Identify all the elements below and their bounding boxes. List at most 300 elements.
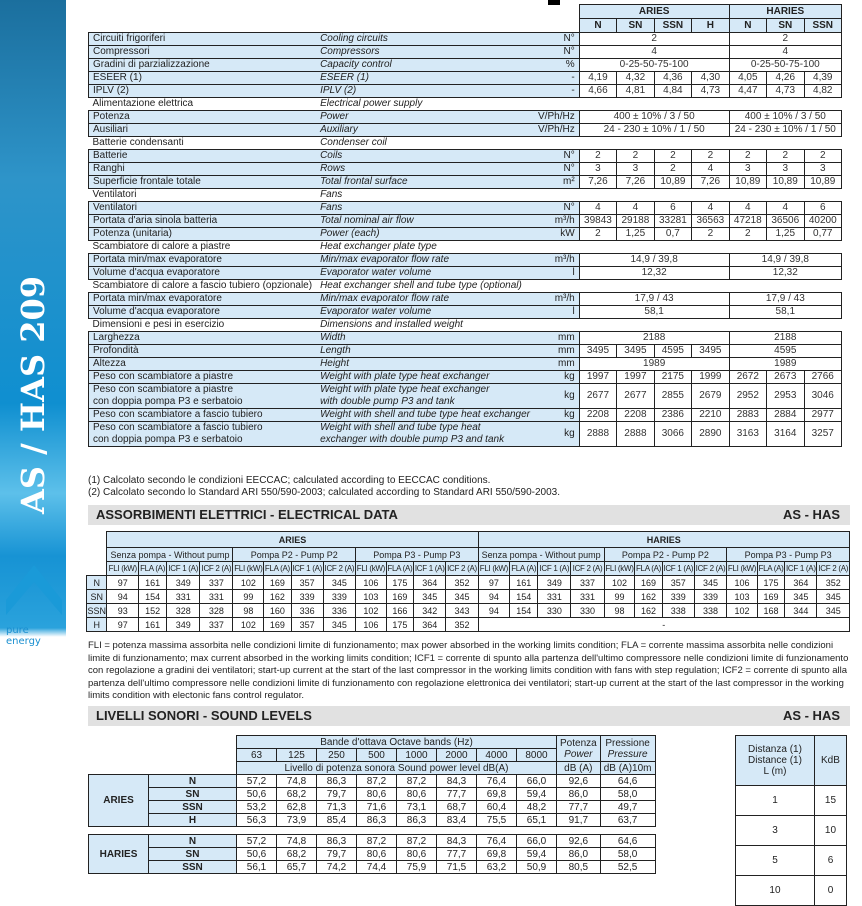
section-row bbox=[89, 137, 842, 150]
value-cell: 71,6 bbox=[357, 801, 397, 814]
value-cell: 52,5 bbox=[600, 861, 655, 874]
unit: m² bbox=[534, 176, 579, 189]
column-header: ICF 2 (A) bbox=[694, 562, 726, 576]
unit: - bbox=[534, 72, 579, 85]
value-cell: 98 bbox=[604, 604, 635, 618]
value-cell: 337 bbox=[200, 618, 233, 632]
value-cell: 77,7 bbox=[437, 788, 477, 801]
label-it: Volume d'acqua evaporatore bbox=[89, 267, 317, 280]
value-cell: 162 bbox=[635, 590, 662, 604]
merged-value: 2 bbox=[729, 33, 841, 46]
label-it: Ventilatori bbox=[89, 202, 317, 215]
footnote-2: (2) Calcolato secondo lo Standard ARI 550/590-2003; calculated according to Standard ARI 550/590-2003. bbox=[88, 487, 560, 498]
value-cell: 2672 bbox=[729, 371, 766, 384]
value-cell: 330 bbox=[538, 604, 571, 618]
section-label-en: Dimensions and installed weight bbox=[316, 319, 841, 332]
value-cell: 4,36 bbox=[654, 72, 691, 85]
label-en: Capacity control bbox=[316, 59, 534, 72]
unit: l bbox=[534, 306, 579, 319]
value-cell: 160 bbox=[264, 604, 291, 618]
value-cell: 40200 bbox=[804, 215, 841, 228]
group-label: HARIES bbox=[89, 835, 149, 874]
value-cell: 344 bbox=[785, 604, 817, 618]
unit: mm bbox=[534, 332, 579, 345]
section-label-it: Ventilatori bbox=[89, 189, 317, 202]
value-cell: 154 bbox=[139, 590, 167, 604]
unit: m³/h bbox=[534, 215, 579, 228]
label-en: Power (each) bbox=[316, 228, 534, 241]
value-cell: 58,0 bbox=[600, 848, 655, 861]
value-cell: 2679 bbox=[692, 384, 729, 409]
unit: V/Ph/Hz bbox=[534, 111, 579, 124]
value-cell: 69,8 bbox=[477, 848, 517, 861]
spec-row bbox=[89, 254, 842, 267]
value-cell: 339 bbox=[662, 590, 694, 604]
value-cell: 74,8 bbox=[277, 835, 317, 848]
chevron-up-logo-icon bbox=[6, 560, 62, 620]
merged-value: 17,9 / 43 bbox=[729, 293, 841, 306]
value-cell: 161 bbox=[139, 618, 167, 632]
value-cell: 2 bbox=[579, 228, 616, 241]
value-cell: 33281 bbox=[654, 215, 691, 228]
section-label-en: Fans bbox=[316, 189, 841, 202]
label-it: Profondità bbox=[89, 345, 317, 358]
label-en: Cooling circuits bbox=[316, 33, 534, 46]
value-cell: 166 bbox=[386, 604, 413, 618]
value-cell: 331 bbox=[167, 590, 200, 604]
value-cell: 48,2 bbox=[517, 801, 557, 814]
kdb-header: KdB bbox=[814, 736, 846, 786]
footnote-1: (1) Calcolato secondo le condizioni EECCAC; calculated according to EECCAC conditions. bbox=[88, 475, 491, 486]
label-it: Ausiliari bbox=[89, 124, 317, 137]
value-cell: 2 bbox=[654, 163, 691, 176]
value-cell: 169 bbox=[264, 576, 291, 590]
value-cell: 10,89 bbox=[729, 176, 766, 189]
spec-row bbox=[89, 228, 842, 241]
value-cell: 39843 bbox=[579, 215, 616, 228]
value-cell: 74,8 bbox=[277, 775, 317, 788]
column-header: ICF 2 (A) bbox=[323, 562, 355, 576]
sound-section-header bbox=[88, 706, 850, 726]
value-cell: 2766 bbox=[804, 371, 841, 384]
value-cell: 345 bbox=[446, 590, 478, 604]
distance-header: Distanza (1) Distance (1) L (m) bbox=[736, 736, 815, 786]
label-en: Compressors bbox=[316, 46, 534, 59]
merged-value: 17,9 / 43 bbox=[579, 293, 729, 306]
column-header: FLI (kW) bbox=[356, 562, 387, 576]
value-cell: 342 bbox=[414, 604, 446, 618]
value-cell: 4 bbox=[617, 202, 654, 215]
value-cell: 345 bbox=[323, 576, 355, 590]
value-cell: 330 bbox=[571, 604, 604, 618]
value-cell: 77,7 bbox=[557, 801, 601, 814]
value-cell: 73,1 bbox=[397, 801, 437, 814]
value-cell: 3046 bbox=[804, 384, 841, 409]
value-cell: 74,4 bbox=[357, 861, 397, 874]
value-cell: 59,4 bbox=[517, 848, 557, 861]
value-cell: 2 bbox=[692, 228, 729, 241]
label-en: Min/max evaporator flow rate bbox=[316, 293, 534, 306]
value-cell: 50,6 bbox=[237, 848, 277, 861]
value-cell: 86,3 bbox=[317, 775, 357, 788]
value-cell: 339 bbox=[694, 590, 726, 604]
value-cell: 65,7 bbox=[277, 861, 317, 874]
value-cell: 92,6 bbox=[557, 775, 601, 788]
value-cell: 2 bbox=[692, 150, 729, 163]
value-cell: 6 bbox=[814, 846, 846, 876]
value-cell: 2 bbox=[617, 150, 654, 163]
value-cell: 97 bbox=[107, 618, 139, 632]
value-cell: 80,6 bbox=[397, 848, 437, 861]
unit: N° bbox=[534, 46, 579, 59]
section-row bbox=[89, 319, 842, 332]
label-en: Weight with plate type heat exchanger with double pump P3 and tank bbox=[316, 384, 534, 409]
value-cell: 2208 bbox=[579, 409, 616, 422]
model-label: SSN bbox=[149, 801, 237, 814]
value-cell: 1 bbox=[736, 786, 815, 816]
value-cell: 3495 bbox=[579, 345, 616, 358]
value-cell: 4,30 bbox=[692, 72, 729, 85]
column-header: ICF 1 (A) bbox=[662, 562, 694, 576]
blank bbox=[89, 762, 237, 775]
value-cell: 345 bbox=[694, 576, 726, 590]
value-cell: 102 bbox=[727, 604, 758, 618]
value-cell: 169 bbox=[757, 590, 784, 604]
value-cell: 92,6 bbox=[557, 835, 601, 848]
column-header: ICF 1 (A) bbox=[785, 562, 817, 576]
label-en: Evaporator water volume bbox=[316, 267, 534, 280]
value-cell: 99 bbox=[233, 590, 264, 604]
section-label-en: Electrical power supply bbox=[316, 98, 841, 111]
sound-row bbox=[89, 801, 656, 814]
value-cell: 87,2 bbox=[357, 775, 397, 788]
merged-value: 14,9 / 39,8 bbox=[579, 254, 729, 267]
model-header: N bbox=[579, 19, 616, 33]
column-header: ICF 1 (A) bbox=[167, 562, 200, 576]
label-en: Evaporator water volume bbox=[316, 306, 534, 319]
label-it: Peso con scambiatore a piastre bbox=[89, 371, 317, 384]
value-cell: 66,0 bbox=[517, 775, 557, 788]
section-row bbox=[89, 189, 842, 202]
label-en: Fans bbox=[316, 202, 534, 215]
value-cell: 339 bbox=[291, 590, 323, 604]
value-cell: 154 bbox=[510, 590, 538, 604]
value-cell: 73,9 bbox=[277, 814, 317, 827]
value-cell: 84,3 bbox=[437, 835, 477, 848]
band-header: 8000 bbox=[517, 749, 557, 762]
label-it: Portata min/max evaporatore bbox=[89, 254, 317, 267]
value-cell: 345 bbox=[817, 604, 850, 618]
merged-value: 12,32 bbox=[729, 267, 841, 280]
value-cell: 2952 bbox=[729, 384, 766, 409]
electrical-row bbox=[87, 618, 850, 632]
spec-row bbox=[89, 332, 842, 345]
value-cell: 4,73 bbox=[767, 85, 804, 98]
value-cell: 4,84 bbox=[654, 85, 691, 98]
value-cell: 364 bbox=[414, 618, 446, 632]
section-label-en: Heat exchanger plate type bbox=[316, 241, 841, 254]
label-it: Potenza bbox=[89, 111, 317, 124]
column-header: FLI (kW) bbox=[604, 562, 635, 576]
value-cell: 4 bbox=[579, 202, 616, 215]
band-header: 250 bbox=[317, 749, 357, 762]
distance-row bbox=[736, 816, 847, 846]
value-cell: 175 bbox=[386, 618, 413, 632]
column-header: FLA (A) bbox=[264, 562, 291, 576]
column-header: ICF 1 (A) bbox=[291, 562, 323, 576]
column-header: ICF 2 (A) bbox=[571, 562, 604, 576]
unit: m³/h bbox=[534, 293, 579, 306]
column-header: ICF 1 (A) bbox=[538, 562, 571, 576]
value-cell: 63,2 bbox=[477, 861, 517, 874]
value-cell: 1997 bbox=[617, 371, 654, 384]
value-cell: 2890 bbox=[692, 422, 729, 447]
label-en: Total frontal surface bbox=[316, 176, 534, 189]
model-label: H bbox=[149, 814, 237, 827]
value-cell: 2 bbox=[654, 150, 691, 163]
value-cell: 29188 bbox=[617, 215, 654, 228]
column-header: ICF 2 (A) bbox=[446, 562, 478, 576]
merged-value: 1989 bbox=[729, 358, 841, 371]
value-cell: 71,3 bbox=[317, 801, 357, 814]
value-cell: 56,1 bbox=[237, 861, 277, 874]
value-cell: 338 bbox=[694, 604, 726, 618]
unit: % bbox=[534, 59, 579, 72]
merged-value: 1989 bbox=[579, 358, 729, 371]
value-cell: 76,4 bbox=[477, 835, 517, 848]
value-cell: 102 bbox=[233, 576, 264, 590]
distance-row bbox=[736, 846, 847, 876]
value-cell: 87,2 bbox=[397, 835, 437, 848]
value-cell: 79,7 bbox=[317, 848, 357, 861]
value-cell: 336 bbox=[291, 604, 323, 618]
value-cell: 5 bbox=[736, 846, 815, 876]
spec-row bbox=[89, 46, 842, 59]
value-cell: 328 bbox=[167, 604, 200, 618]
merged-value: 14,9 / 39,8 bbox=[729, 254, 841, 267]
unit: N° bbox=[534, 202, 579, 215]
value-cell: 331 bbox=[200, 590, 233, 604]
value-cell: 175 bbox=[757, 576, 784, 590]
value-cell: 75,9 bbox=[397, 861, 437, 874]
level-header: Livello di potenza sonora Sound power level dB(A) bbox=[237, 762, 557, 775]
value-cell: 63,7 bbox=[600, 814, 655, 827]
unit: kg bbox=[534, 422, 579, 447]
sound-table bbox=[88, 735, 656, 874]
pressure-header: Pressione Pressure bbox=[600, 736, 655, 762]
value-cell: 57,2 bbox=[237, 835, 277, 848]
section-label-it: Scambiatore di calore a fascio tubiero (opzionale) bbox=[89, 280, 317, 293]
group-header: HARIES bbox=[478, 532, 849, 548]
spec-row bbox=[89, 202, 842, 215]
subgroup-header: Senza pompa - Without pump bbox=[478, 548, 604, 562]
column-header: ICF 2 (A) bbox=[817, 562, 850, 576]
merged-value: 24 - 230 ± 10% / 1 / 50 bbox=[579, 124, 729, 137]
column-header: FLI (kW) bbox=[727, 562, 758, 576]
value-cell: 336 bbox=[323, 604, 355, 618]
unit: m³/h bbox=[534, 254, 579, 267]
value-cell: 169 bbox=[386, 590, 413, 604]
value-cell: 4 bbox=[692, 163, 729, 176]
value-cell: 62,8 bbox=[277, 801, 317, 814]
value-cell: 161 bbox=[139, 576, 167, 590]
label-it: Batterie bbox=[89, 150, 317, 163]
value-cell: 3 bbox=[617, 163, 654, 176]
row-label: H bbox=[87, 618, 107, 632]
label-it: Superficie frontale totale bbox=[89, 176, 317, 189]
value-cell: 4,05 bbox=[729, 72, 766, 85]
spec-row bbox=[89, 59, 842, 72]
section-row bbox=[89, 241, 842, 254]
unit: l bbox=[534, 267, 579, 280]
subgroup-header: Pompa P2 - Pump P2 bbox=[604, 548, 727, 562]
label-it: ESEER (1) bbox=[89, 72, 317, 85]
value-cell: 102 bbox=[233, 618, 264, 632]
sound-row bbox=[89, 788, 656, 801]
band-header: 1000 bbox=[397, 749, 437, 762]
label-en: Auxiliary bbox=[316, 124, 534, 137]
value-cell: 50,6 bbox=[237, 788, 277, 801]
value-cell: 2 bbox=[767, 150, 804, 163]
value-cell: 1,25 bbox=[767, 228, 804, 241]
spec-row bbox=[89, 409, 842, 422]
label-en: Min/max evaporator flow rate bbox=[316, 254, 534, 267]
value-cell: 83,4 bbox=[437, 814, 477, 827]
column-header: FLI (kW) bbox=[107, 562, 139, 576]
value-cell: 4 bbox=[692, 202, 729, 215]
value-cell: 102 bbox=[356, 604, 387, 618]
value-cell: 2883 bbox=[729, 409, 766, 422]
value-cell: 10,89 bbox=[804, 176, 841, 189]
product-title-text: AS / HAS 209 bbox=[14, 275, 52, 515]
label-en: Height bbox=[316, 358, 534, 371]
value-cell: 2673 bbox=[767, 371, 804, 384]
footnotes bbox=[88, 475, 560, 499]
value-cell: 50,9 bbox=[517, 861, 557, 874]
pressure-unit: dB (A)10m bbox=[600, 762, 655, 775]
value-cell: 86,3 bbox=[397, 814, 437, 827]
value-cell: 345 bbox=[414, 590, 446, 604]
blank bbox=[87, 548, 107, 562]
blank bbox=[89, 736, 237, 749]
value-cell: 345 bbox=[817, 590, 850, 604]
value-cell: 106 bbox=[356, 618, 387, 632]
dash-cell: - bbox=[478, 618, 849, 632]
value-cell: 15 bbox=[814, 786, 846, 816]
value-cell: 65,1 bbox=[517, 814, 557, 827]
value-cell: 60,4 bbox=[477, 801, 517, 814]
spec-row bbox=[89, 384, 842, 409]
model-label: N bbox=[149, 835, 237, 848]
value-cell: 352 bbox=[446, 618, 478, 632]
label-it: Altezza bbox=[89, 358, 317, 371]
specifications-table bbox=[88, 4, 842, 447]
spec-row bbox=[89, 124, 842, 137]
value-cell: 97 bbox=[478, 576, 510, 590]
model-header: SSN bbox=[804, 19, 841, 33]
value-cell: 3495 bbox=[692, 345, 729, 358]
value-cell: 2888 bbox=[579, 422, 616, 447]
value-cell: 2953 bbox=[767, 384, 804, 409]
value-cell: 76,4 bbox=[477, 775, 517, 788]
merged-value: 58,1 bbox=[579, 306, 729, 319]
model-label: SSN bbox=[149, 861, 237, 874]
value-cell: 2677 bbox=[579, 384, 616, 409]
value-cell: 106 bbox=[356, 576, 387, 590]
value-cell: 343 bbox=[446, 604, 478, 618]
unit: V/Ph/Hz bbox=[534, 124, 579, 137]
group-header: HARIES bbox=[729, 5, 841, 19]
column-header: FLA (A) bbox=[757, 562, 784, 576]
value-cell: 10 bbox=[736, 876, 815, 906]
power-header: Potenza Power bbox=[557, 736, 601, 762]
value-cell: 2884 bbox=[767, 409, 804, 422]
value-cell: 2386 bbox=[654, 409, 691, 422]
value-cell: 68,7 bbox=[437, 801, 477, 814]
column-header: FLA (A) bbox=[139, 562, 167, 576]
value-cell: 71,5 bbox=[437, 861, 477, 874]
electrical-row bbox=[87, 590, 850, 604]
value-cell: 2175 bbox=[654, 371, 691, 384]
spec-row bbox=[89, 111, 842, 124]
electrical-table bbox=[86, 531, 850, 632]
band-header: 500 bbox=[357, 749, 397, 762]
value-cell: 3 bbox=[579, 163, 616, 176]
value-cell: 168 bbox=[757, 604, 784, 618]
merged-value: 4 bbox=[729, 46, 841, 59]
value-cell: 4,82 bbox=[804, 85, 841, 98]
value-cell: 357 bbox=[291, 618, 323, 632]
section-label-it: Alimentazione elettrica bbox=[89, 98, 317, 111]
value-cell: 6 bbox=[654, 202, 691, 215]
merged-value: 2188 bbox=[729, 332, 841, 345]
value-cell: 339 bbox=[323, 590, 355, 604]
model-header: H bbox=[692, 19, 729, 33]
value-cell: 2208 bbox=[617, 409, 654, 422]
value-cell: 10,89 bbox=[767, 176, 804, 189]
subgroup-header: Pompa P3 - Pump P3 bbox=[727, 548, 850, 562]
value-cell: 2888 bbox=[617, 422, 654, 447]
value-cell: 4,19 bbox=[579, 72, 616, 85]
value-cell: 2 bbox=[804, 150, 841, 163]
label-en: Power bbox=[316, 111, 534, 124]
subgroup-header: Pompa P3 - Pump P3 bbox=[356, 548, 479, 562]
power-unit: dB (A) bbox=[557, 762, 601, 775]
unit: N° bbox=[534, 150, 579, 163]
value-cell: 80,5 bbox=[557, 861, 601, 874]
spec-row bbox=[89, 72, 842, 85]
value-cell: 64,6 bbox=[600, 835, 655, 848]
value-cell: 85,4 bbox=[317, 814, 357, 827]
label-it: Larghezza bbox=[89, 332, 317, 345]
value-cell: 2855 bbox=[654, 384, 691, 409]
value-cell: 4,81 bbox=[617, 85, 654, 98]
label-it: Gradini di parzializzazione bbox=[89, 59, 317, 72]
value-cell: 352 bbox=[817, 576, 850, 590]
value-cell: 154 bbox=[510, 604, 538, 618]
value-cell: 6 bbox=[804, 202, 841, 215]
value-cell: 97 bbox=[107, 576, 139, 590]
value-cell: 4 bbox=[729, 202, 766, 215]
column-header: FLA (A) bbox=[386, 562, 413, 576]
value-cell: 53,2 bbox=[237, 801, 277, 814]
column-header: FLA (A) bbox=[635, 562, 662, 576]
electrical-row bbox=[87, 604, 850, 618]
section-label-it: Batterie condensanti bbox=[89, 137, 317, 150]
value-cell: 349 bbox=[538, 576, 571, 590]
electrical-row bbox=[87, 576, 850, 590]
unit: kW bbox=[534, 228, 579, 241]
